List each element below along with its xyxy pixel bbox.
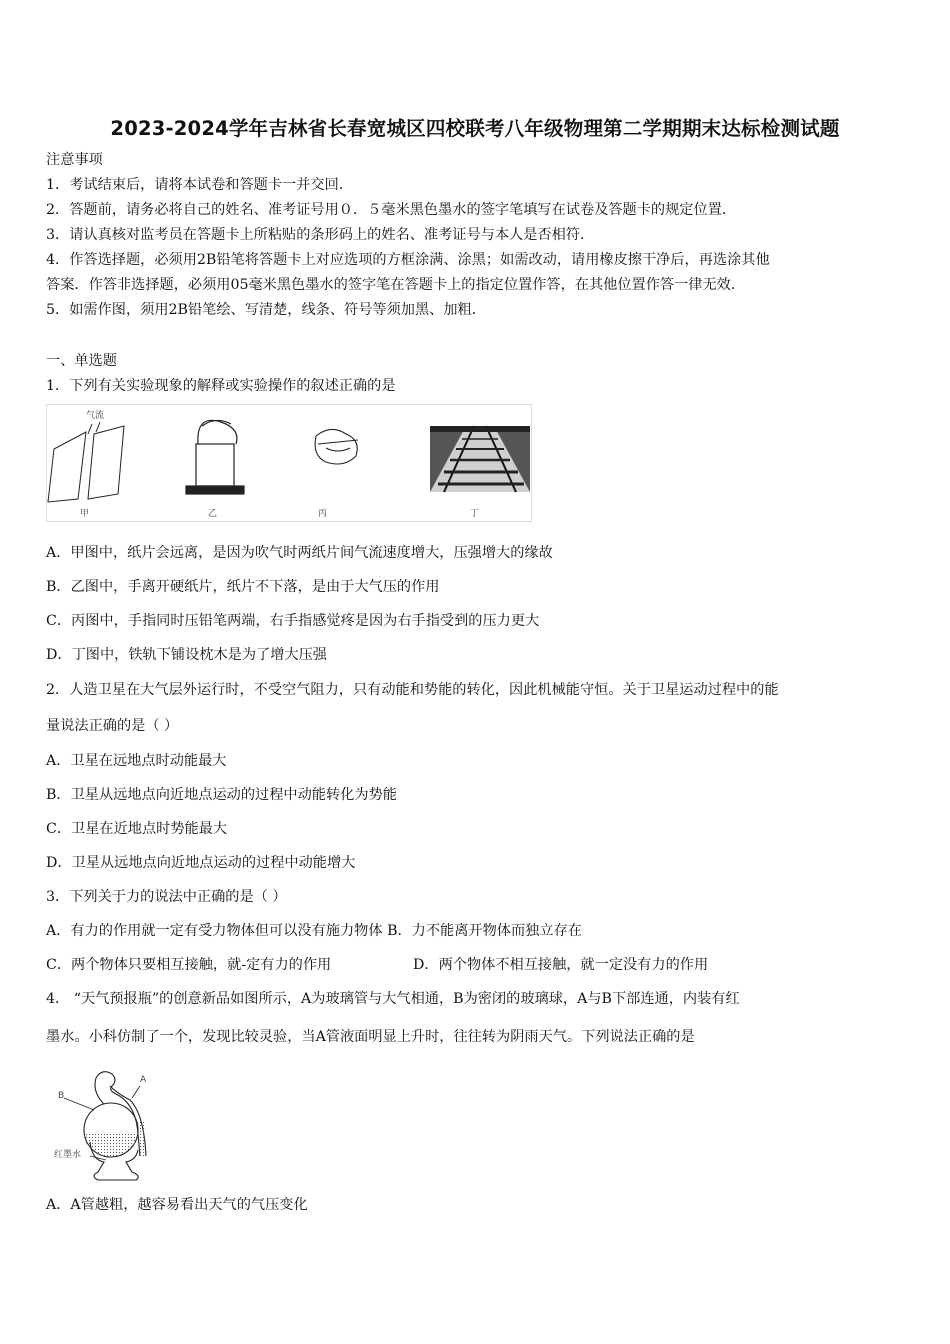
bottle-ink (84, 1134, 138, 1157)
section-heading: 一、单选题 (46, 353, 117, 369)
q2-option-c: C．卫星在近地点时势能最大 (46, 821, 228, 837)
figure-ding-railway (430, 426, 530, 492)
q3-option-c: C．两个物体只要相互接触，就-定有力的作用 (46, 957, 332, 973)
q2-option-a: A．卫星在远地点时动能最大 (46, 753, 227, 769)
q3-options-row1: A．有力的作用就一定有受力物体但可以没有施力物体 B．力不能离开物体而独立存在 (46, 923, 582, 939)
question-4-stem-cont: 墨水。小科仿制了一个，发现比较灵验，当A管液面明显上升时，往往转为阴雨天气。下列说法正确的是 (46, 1029, 695, 1045)
q2-option-d: D．卫星从远地点向近地点运动的过程中动能增大 (46, 855, 356, 871)
q4-figure-weather-bottle (46, 1064, 166, 1182)
figure-label-jia: 甲 (80, 509, 90, 519)
figure-airflow-label: 气流 (86, 411, 105, 421)
label-a: A (140, 1075, 147, 1085)
q1-option-a: A．甲图中，纸片会远离，是因为吹气时两纸片间气流速度增大，压强增大的缘故 (46, 545, 553, 561)
notice-item: 2．答题前，请务必将自己的姓名、准考证号用０．５毫米黑色墨水的签字笔填写在试卷及答题卡的规定位置． (46, 202, 737, 218)
question-4-stem: 4． “天气预报瓶”的创意新品如图所示，A为玻璃管与大气相通，B为密闭的玻璃球，A与B下部连通，内装有红 (46, 991, 740, 1007)
q1-figure (46, 404, 532, 522)
q1-option-b: B．乙图中，手离开硬纸片，纸片不下落，是由于大气压的作用 (46, 579, 440, 595)
tube-ink (138, 1122, 146, 1156)
notice-item: 3．请认真核对监考员在答题卡上所粘贴的条形码上的姓名、准考证号与本人是否相符． (46, 227, 595, 243)
label-red-ink: 红墨水 (54, 1150, 82, 1160)
q4-option-a: A．A管越粗，越容易看出天气的气压变化 (46, 1197, 308, 1213)
q2-option-b: B．卫星从远地点向近地点运动的过程中动能转化为势能 (46, 787, 397, 803)
pointer-a (132, 1086, 140, 1098)
q1-option-c: C．丙图中，手指同时压铅笔两端，右手指感觉疼是因为右手指受到的压力更大 (46, 613, 540, 629)
q3-option-d: D．两个物体不相互接触，就一定没有力的作用 (413, 957, 709, 973)
question-2-stem-cont: 量说法正确的是（ ） (46, 718, 179, 734)
figure-yi-cup (186, 420, 244, 494)
figure-label-yi: 乙 (208, 509, 218, 519)
notice-item: 1．考试结束后，请将本试卷和答题卡一并交回． (46, 177, 353, 193)
notice-item: 4．作答选择题，必须用2B铅笔将答题卡上对应选项的方框涂满、涂黑；如需改动，请用橡皮擦干净后，再选涂其他 (46, 252, 770, 268)
pointer-b (64, 1098, 94, 1110)
figure-bing-pencil (315, 429, 358, 464)
question-3-stem: 3．下列关于力的说法中正确的是（ ） (46, 889, 287, 905)
notice-item: 5．如需作图，须用2B铅笔绘、写清楚，线条、符号等须加黑、加粗． (46, 302, 486, 318)
page-title: 2023-2024学年吉林省长春宽城区四校联考八年级物理第二学期期末达标检测试题 (110, 117, 840, 140)
figure-label-ding: 丁 (470, 509, 480, 519)
bottle-outline (84, 1072, 146, 1180)
question-1-stem: 1．下列有关实验现象的解释或实验操作的叙述正确的是 (46, 378, 396, 394)
figure-label-bing: 丙 (318, 509, 328, 519)
figure-jia-papers (48, 422, 124, 502)
notice-item: 答案．作答非选择题，必须用05毫米黑色墨水的签字笔在答题卡上的指定位置作答，在其他位置作答一律无效． (46, 277, 746, 293)
question-2-stem: 2．人造卫星在大气层外运行时，不受空气阻力，只有动能和势能的转化，因此机械能守恒。关于卫星运动过程中的能 (46, 682, 779, 698)
notice-heading: 注意事项 (46, 152, 103, 168)
label-b: B (58, 1091, 65, 1101)
q1-option-d: D．丁图中，铁轨下铺设枕木是为了增大压强 (46, 647, 327, 663)
